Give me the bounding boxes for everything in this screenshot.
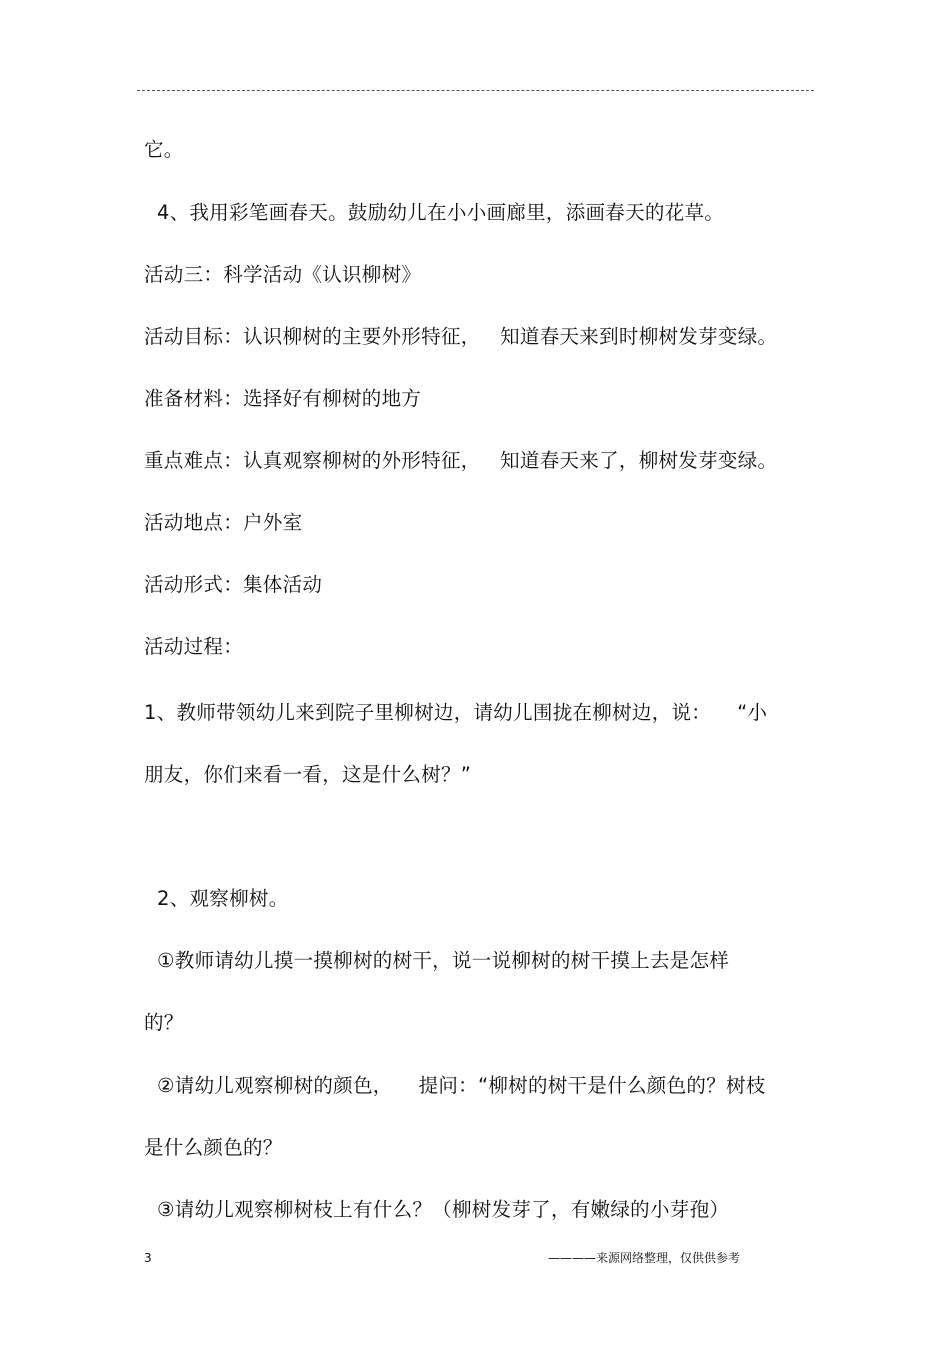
footer-note: ————来源网络整理，仅供供参考: [548, 1251, 741, 1265]
text-line: ①教师请幼儿摸一摸柳树的树干，说一说柳树的树干摸上去是怎样: [144, 949, 730, 972]
text-line: 2、观察柳树。: [144, 887, 289, 910]
page-number: 3: [144, 1251, 152, 1265]
text-line: 活动过程：: [144, 635, 244, 658]
text-line: 准备材料：选择好有柳树的地方: [144, 387, 422, 410]
text-line: 1、教师带领幼儿来到院子里柳树边，请幼儿围拢在柳树边，说： “小: [144, 701, 768, 724]
text-line: 重点难点：认真观察柳树的外形特征， 知道春天来了，柳树发芽变绿。: [144, 449, 778, 472]
header-divider: [137, 90, 814, 91]
text-line: 是什么颜色的？: [144, 1136, 283, 1159]
text-line: 活动目标：认识柳树的主要外形特征， 知道春天来到时柳树发芽变绿。: [144, 325, 778, 348]
text-line: 朋友，你们来看一看，这是什么树？”: [144, 763, 472, 786]
text-line: 4、我用彩笔画春天。鼓励幼儿在小小画廊里，添画春天的花草。: [144, 201, 725, 224]
text-line: ②请幼儿观察柳树的颜色， 提问：“柳树的树干是什么颜色的？树枝: [144, 1074, 766, 1097]
text-line: 的？: [144, 1011, 184, 1034]
section-heading: 活动三：科学活动《认识柳树》: [144, 263, 422, 286]
text-line: 它。: [144, 138, 184, 161]
text-line: 活动地点：户外室: [144, 511, 303, 534]
text-line: 活动形式：集体活动: [144, 573, 323, 596]
text-line: ③请幼儿观察柳树枝上有什么？（柳树发芽了，有嫩绿的小芽孢）: [144, 1198, 730, 1221]
